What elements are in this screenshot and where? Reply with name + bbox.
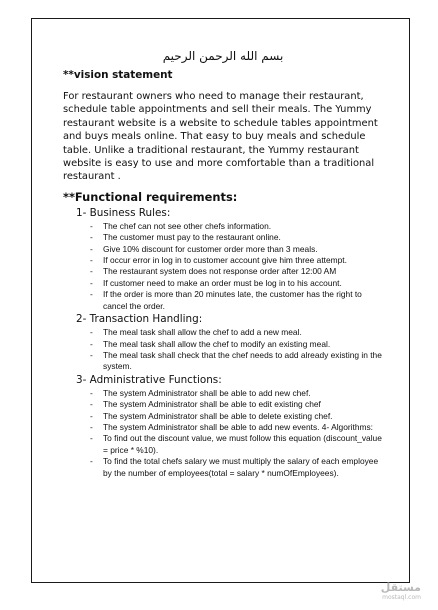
vision-statement-heading: **vision statement (63, 69, 173, 81)
requirement-list (63, 221, 383, 312)
page-border-frame (31, 18, 410, 583)
requirement-item: - The meal task shall allow the chef to add a new meal. (90, 327, 383, 338)
requirement-item: - The system Administrator shall be able to add new events. 4- Algorithms: (90, 422, 383, 433)
requirement-item: - The meal task shall allow the chef to modify an existing meal. (90, 339, 383, 350)
requirement-item: - To find out the discount value, we must follow this equation (discount_value = price * %10). (90, 433, 383, 456)
watermark-logo: مستقل (380, 581, 421, 594)
requirement-item: - If customer need to make an order must be log in to his account. (90, 278, 383, 289)
requirement-item: - If the order is more than 20 minutes late, the customer has the right to cancel the order. (90, 289, 383, 312)
requirement-item: - The restaurant system does not response order after 12:00 AM (90, 266, 383, 277)
mostaql-watermark (361, 582, 421, 601)
requirement-list (63, 327, 383, 373)
requirement-item: - The system Administrator shall be able to add new chef. (90, 388, 383, 399)
requirement-item: - The system Administrator shall be able to delete existing chef. (90, 411, 383, 422)
requirement-list (63, 388, 383, 479)
requirement-item: - To find the total chefs salary we must multiply the salary of each employee by the number of employees(total = salary * numOfEmployees). (90, 456, 383, 479)
section-title: 3- Administrative Functions: (76, 373, 222, 386)
section-title: 1- Business Rules: (76, 206, 171, 219)
section-title: 2- Transaction Handling: (76, 313, 203, 326)
basmala-heading: بسم الله الرحمن الرحيم (162, 49, 284, 63)
vision-statement-text: For restaurant owners who need to manage their restaurant, schedule table appointments and sell their meals. The Yummy restaurant website is a website to schedule tables appointment and buys meals online. That easy to buy meals and schedule table. Unlike a traditional restaurant, the Yummy restaurant website is easy to use and more comfortable than a traditional restaurant . (63, 91, 378, 183)
requirement-item: - Give 10% discount for customer order more than 3 meals. (90, 244, 383, 255)
functional-requirements-heading: **Functional requirements: (63, 189, 238, 204)
requirement-item: - The meal task shall check that the chef needs to add already existing in the system. (90, 350, 383, 373)
requirements-sections (63, 207, 383, 479)
requirement-item: - The system Administrator shall be able to edit existing chef (90, 399, 383, 410)
watermark-site: mostaql.com (382, 594, 421, 601)
requirement-item: - The customer must pay to the restaurant online. (90, 232, 383, 243)
requirement-item: - If occur error in log in to customer account give him three attempt. (90, 255, 383, 266)
requirement-item: - The chef can not see other chefs information. (90, 221, 383, 232)
